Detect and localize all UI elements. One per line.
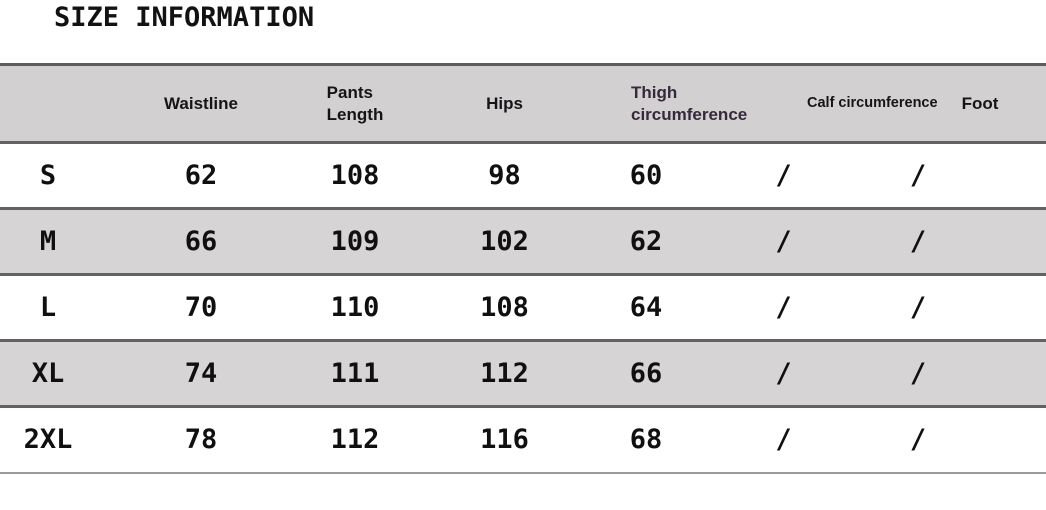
- size-label: 2XL: [23, 424, 73, 456]
- cell-foot: /: [909, 226, 927, 257]
- cell-pants-length: 109: [330, 226, 380, 257]
- cell-calf-circumference: /: [775, 358, 792, 389]
- cell-thigh-circumference: 62: [629, 226, 663, 257]
- size-label: XL: [31, 358, 65, 389]
- cell-thigh-circumference: 64: [629, 292, 663, 323]
- size-label: L: [39, 292, 57, 323]
- cell-waistline: 78: [184, 424, 218, 456]
- table-row-2xl: [0, 407, 1046, 473]
- page-title: SIZE INFORMATION: [54, 2, 315, 33]
- table-row-l: [0, 275, 1046, 341]
- cell-thigh-circumference: 60: [629, 160, 663, 191]
- cell-pants-length: 111: [330, 358, 380, 389]
- cell-hips: 116: [480, 424, 529, 456]
- col-header-pants-length: Pants Length: [326, 83, 384, 124]
- cell-calf-circumference: /: [775, 292, 792, 323]
- cell-foot: /: [909, 424, 927, 456]
- cell-hips: 112: [480, 358, 529, 389]
- cell-foot: /: [909, 160, 927, 191]
- cell-calf-circumference: /: [775, 160, 792, 191]
- col-header-thigh-circumference: Thigh circumference: [631, 83, 748, 124]
- cell-hips: 98: [488, 160, 521, 191]
- table-header-row: [0, 65, 1046, 143]
- cell-waistline: 62: [184, 160, 218, 191]
- col-header-calf-circumference: Calf circumference: [807, 95, 938, 112]
- col-header-hips: Hips: [486, 93, 523, 113]
- table-row-xl: [0, 341, 1046, 407]
- cell-waistline: 74: [184, 358, 218, 389]
- cell-foot: /: [909, 292, 927, 323]
- cell-waistline: 66: [184, 226, 218, 257]
- cell-calf-circumference: /: [775, 226, 792, 257]
- table-row-s: [0, 143, 1046, 209]
- cell-pants-length: 112: [330, 424, 380, 456]
- col-header-size: [0, 65, 124, 143]
- cell-hips: 108: [480, 292, 529, 323]
- table-row-m: [0, 209, 1046, 275]
- cell-pants-length: 108: [330, 160, 380, 191]
- size-label: M: [39, 226, 57, 257]
- cell-foot: /: [909, 358, 927, 389]
- cell-hips: 102: [480, 226, 529, 257]
- col-header-foot: Foot: [961, 93, 999, 113]
- cell-thigh-circumference: 66: [629, 358, 663, 389]
- cell-thigh-circumference: 68: [629, 424, 663, 456]
- size-label: S: [39, 160, 57, 191]
- cell-pants-length: 110: [330, 292, 380, 323]
- size-table: [0, 63, 1046, 474]
- cell-calf-circumference: /: [775, 424, 792, 456]
- cell-waistline: 70: [184, 292, 218, 323]
- col-header-waistline: Waistline: [164, 93, 238, 113]
